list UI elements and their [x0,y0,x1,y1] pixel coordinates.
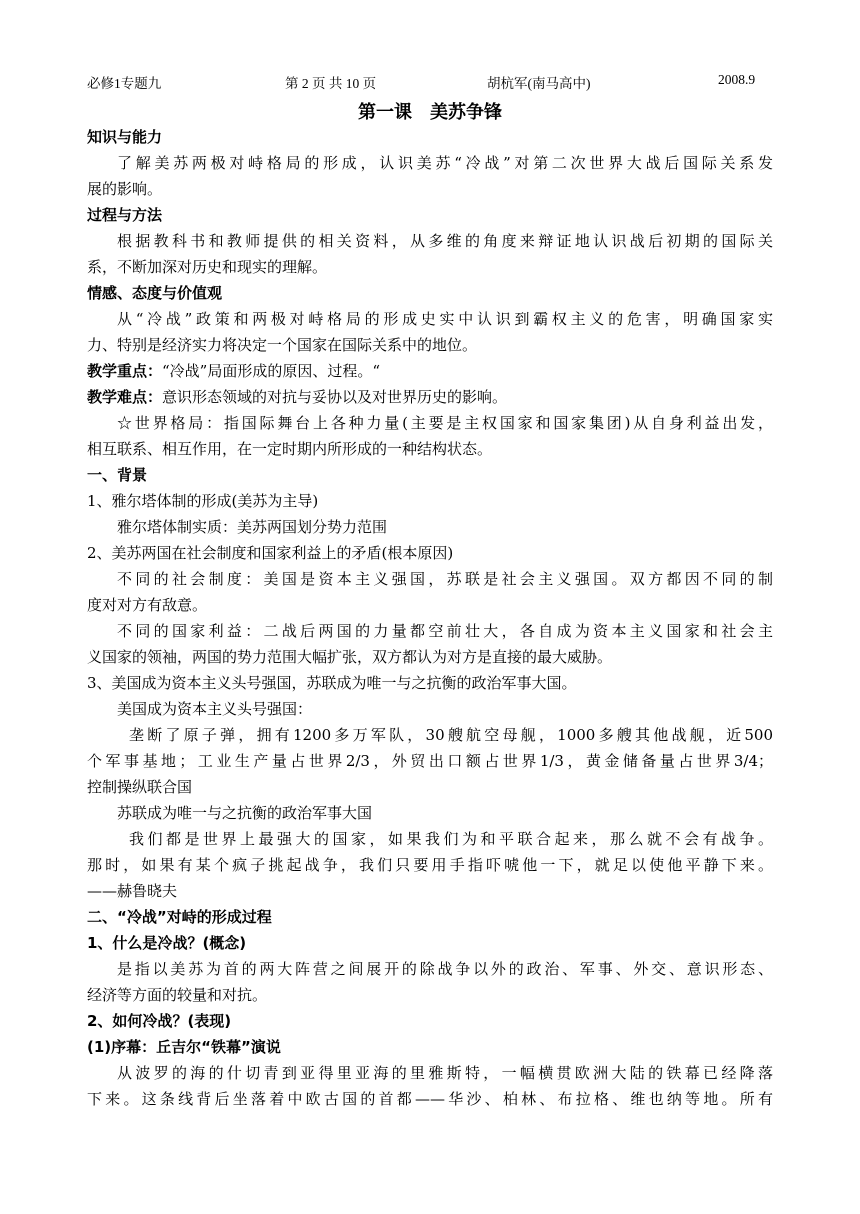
section-heading: 知识与能力 [87,128,163,146]
paragraph-line: 不同的社会制度：美国是资本主义强国，苏联是社会主义强国。双方都因不同的制 [117,570,773,588]
paragraph-line: 根据教科书和教师提供的相关资料，从多维的角度来辩证地认识战后初期的国际关 [117,232,773,250]
subheading-line: 2、如何冷战？(表现) [87,1012,232,1030]
paragraph-line: 不同的国家利益：二战后两国的力量都空前壮大，各自成为资本主义国家和社会主 [117,622,773,640]
paragraph-line: 从“冷战”政策和两极对峙格局的形成史实中认识到霸权主义的危害，明确国家实 [117,310,773,328]
difficulty-label: 教学难点： [87,388,163,406]
paragraph-line: 展的影响。 [87,180,163,198]
difficulty-text: 意识形态领域的对抗与妥协以及对世界历史的影响。 [162,388,508,406]
key-point-label: 教学重点： [87,362,163,380]
paragraph-line: 系，不断加深对历史和现实的理解。 [87,258,328,276]
header-page-number: 第 2 页 共 10 页 [285,76,377,91]
paragraph-line: 义国家的领袖，两国的势力范围大幅扩张，双方都认为对方是直接的最大威胁。 [87,648,613,666]
subheading-line: 2、美苏两国在社会制度和国家利益上的矛盾(根本原因) [87,544,454,562]
key-point-line [87,358,773,384]
definition-line: ☆世界格局：指国际舞台上各种力量(主要是主权国家和国家集团)从自身利益出发， [117,414,773,432]
quote-line: 我们都是世界上最强大的国家，如果我们为和平联合起来，那么就不会有战争。 [129,830,773,848]
paragraph-line: 苏联成为唯一与之抗衡的政治军事大国 [117,804,373,822]
paragraph-line: 控制操纵联合国 [87,778,193,796]
section-heading: 过程与方法 [87,206,163,224]
paragraph-line: 了解美苏两极对峙格局的形成，认识美苏“冷战”对第二次世界大战后国际关系发 [117,154,773,172]
subheading-line: 1、雅尔塔体制的形成(美苏为主导) [87,492,319,510]
difficulty-line [87,384,773,410]
header-date: 2008.9 [718,72,756,87]
section-heading: 二、“冷战”对峙的形成过程 [87,908,272,926]
section-heading: 一、背景 [87,466,148,484]
quote-line: 那时，如果有某个疯子挑起战争，我们只要用手指吓唬他一下，就足以使他平静下来。 [87,856,773,874]
document-body [87,124,773,1112]
section-heading: 情感、态度与价值观 [87,284,223,302]
subheading-line: (1)序幕：丘吉尔“铁幕”演说 [87,1038,281,1056]
paragraph-line: 是指以美苏为首的两大阵营之间展开的除战争以外的政治、军事、外交、意识形态、 [117,960,773,978]
quote-attribution: ——赫鲁晓夫 [87,882,178,900]
paragraph-line: 度对对方有敌意。 [87,596,208,614]
paragraph-line: 从波罗的海的什切青到亚得里亚海的里雅斯特，一幅横贯欧洲大陆的铁幕已经降落 [117,1064,773,1082]
paragraph-line: 力、特别是经济实力将决定一个国家在国际关系中的地位。 [87,336,478,354]
paragraph-line: 美国成为资本主义头号强国： [117,700,313,718]
paragraph-line: 经济等方面的较量和对抗。 [87,986,268,1004]
subheading-line: 1、什么是冷战？(概念) [87,934,247,952]
paragraph-line: 雅尔塔体制实质：美苏两国划分势力范围 [117,518,388,536]
lesson-title: 第一课 美苏争锋 [358,102,502,123]
paragraph-line: 下来。这条线背后坐落着中欧古国的首都——华沙、柏林、布拉格、维也纳等地。所有 [87,1090,773,1108]
paragraph-line: 垄断了原子弹，拥有1200多万军队，30艘航空母舰，1000多艘其他战舰，近500 [129,726,773,744]
paragraph-line: 个军事基地；工业生产量占世界2/3，外贸出口额占世界1/3，黄金储备量占世界3/4； [87,752,773,770]
subheading-line: 3、美国成为资本主义头号强国，苏联成为唯一与之抗衡的政治军事大国。 [87,674,577,692]
key-point-text: “冷战”局面形成的原因、过程。“ [162,362,381,380]
header-author: 胡杭军(南马高中) [487,76,591,91]
header-course: 必修1专题九 [87,76,162,91]
definition-line: 相互联系、相互作用，在一定时期内所形成的一种结构状态。 [87,440,493,458]
